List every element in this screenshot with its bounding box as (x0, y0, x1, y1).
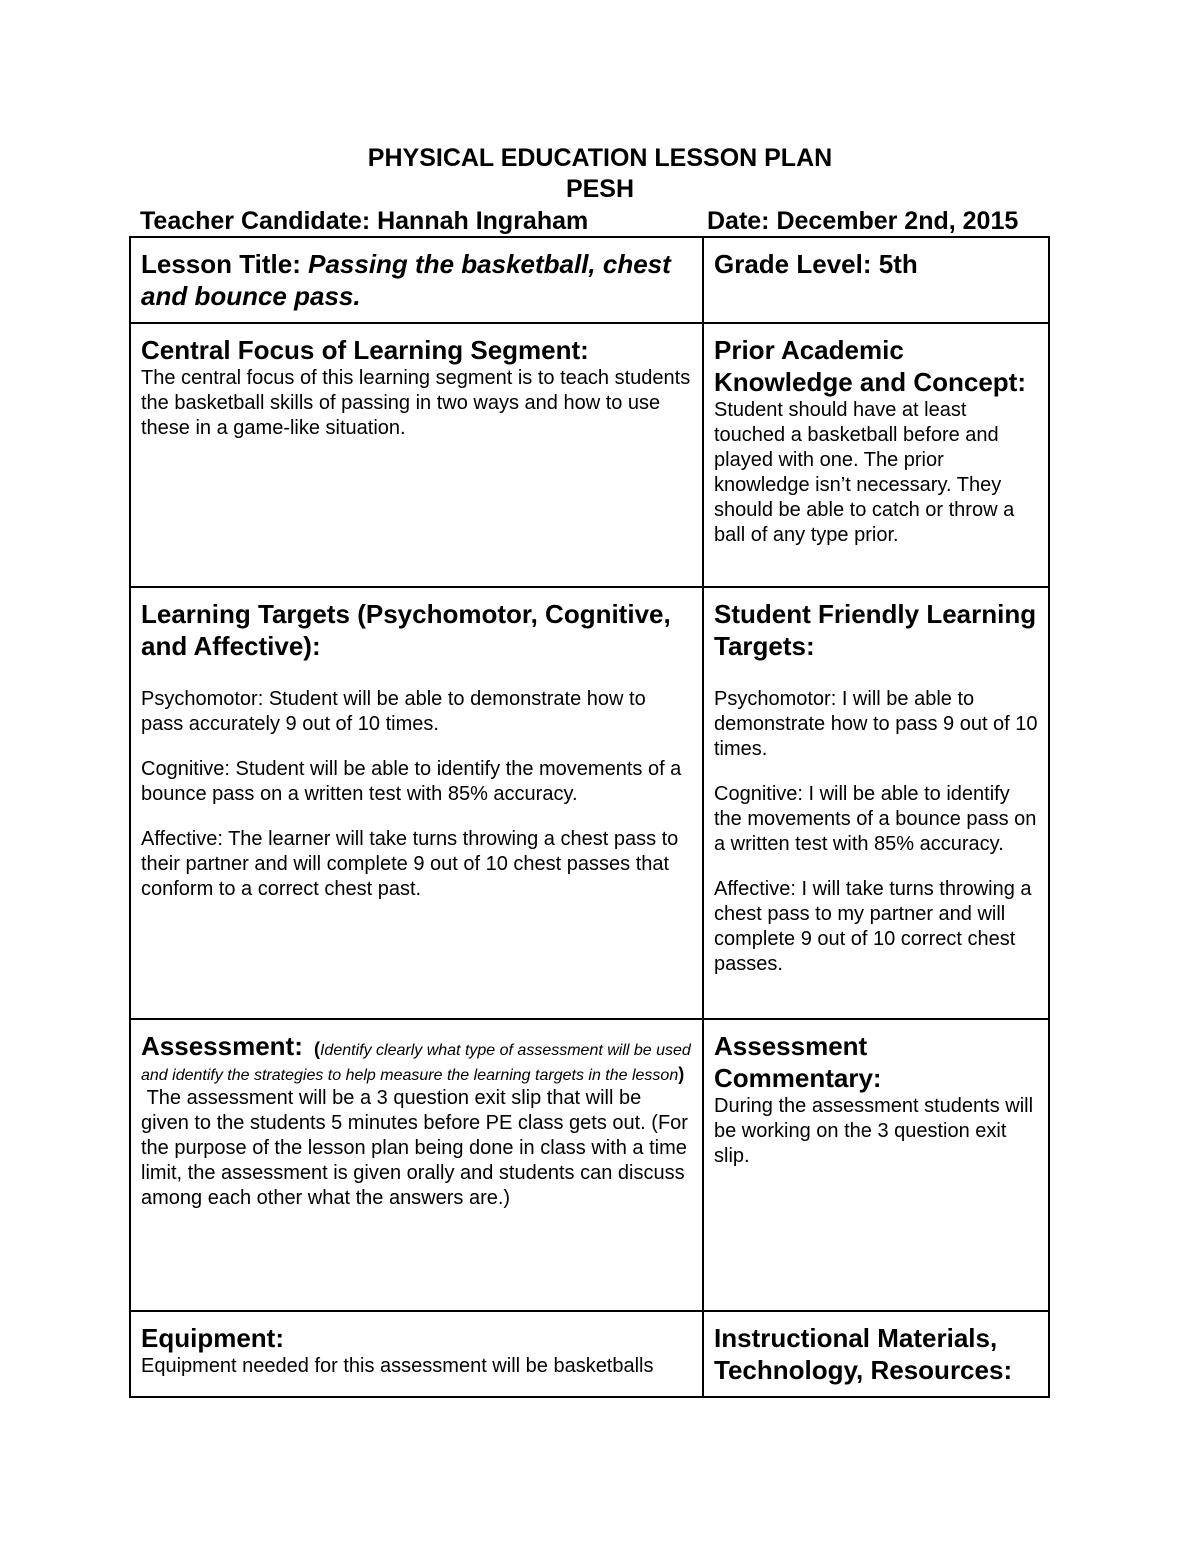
assessment-commentary-text: During the assessment students will be working on the 3 question exit slip. (714, 1095, 1034, 1167)
prior-knowledge-heading: Prior Academic Knowledge and Concept: (714, 335, 1026, 397)
row-lesson-title (130, 237, 1049, 323)
assessment-heading-line (141, 1030, 692, 1086)
lesson-title-label: Lesson Title: (141, 249, 309, 279)
row-equipment (130, 1311, 1049, 1397)
document-subtitle: PESH (565, 175, 635, 203)
learning-target-cognitive: Cognitive: Student will be able to identify the movements of a bounce pass on a written test with 85% accuracy. (141, 758, 682, 805)
row-focus (130, 323, 1049, 587)
student-target-cognitive: Cognitive: I will be able to identify the movements of a bounce pass on a written test with 85% accuracy. (714, 783, 1037, 855)
student-targets-heading: Student Friendly Learning Targets: (714, 599, 1037, 661)
lesson-plan-table (129, 236, 1050, 1398)
materials-heading: Instructional Materials, Technology, Resources: (714, 1323, 1013, 1385)
assessment-heading: Assessment: (141, 1031, 303, 1061)
learning-target-psychomotor: Psychomotor: Student will be able to demonstrate how to pass accurately 9 out of 10 times. (141, 688, 646, 735)
assessment-text: The assessment will be a 3 question exit slip that will be given to the students 5 minutes before PE class gets out. (For the purpose of the lesson plan being done in class with a time limit, the assessment is given orally and students can discuss among each other what the answers are.) (141, 1087, 694, 1209)
prior-knowledge-cell (703, 323, 1049, 587)
materials-cell (703, 1311, 1049, 1397)
central-focus-heading: Central Focus of Learning Segment: (141, 335, 589, 365)
learning-target-affective: Affective: The learner will take turns throwing a chest pass to their partner and will complete 9 out of 10 chest passes that conform to a correct chest past. (141, 828, 679, 900)
lesson-title-cell (130, 237, 703, 323)
document-title: PHYSICAL EDUCATION LESSON PLAN (367, 144, 833, 172)
learning-targets-cell (130, 587, 703, 1019)
assessment-note-open: ( (313, 1039, 320, 1059)
equipment-text: Equipment needed for this assessment will be basketballs (141, 1355, 654, 1377)
lesson-date: Date: December 2nd, 2015 (707, 207, 1019, 235)
assessment-commentary-heading: Assessment Commentary: (714, 1031, 882, 1093)
equipment-cell (130, 1311, 703, 1397)
learning-targets-heading: Learning Targets (Psychomotor, Cognitive, and Affective): (141, 599, 671, 661)
lesson-title-value: Passing the basketball, chest and bounce pass. (141, 249, 671, 311)
student-target-affective: Affective: I will take turns throwing a chest pass to my partner and will complete 9 out of 10 correct chest passes. (714, 878, 1032, 975)
grade-level: Grade Level: 5th (714, 249, 918, 279)
assessment-note: Identify clearly what type of assessment will be used and identify the strategies to help measure the learning targets in the lesson (141, 1042, 691, 1084)
row-targets (130, 587, 1049, 1019)
assessment-cell (130, 1019, 703, 1311)
central-focus-text: The central focus of this learning segment is to teach students the basketball skills of passing in two ways and how to use these in a game-like situation. (141, 367, 691, 439)
row-assessment (130, 1019, 1049, 1311)
central-focus-cell (130, 323, 703, 587)
lesson-title (141, 248, 692, 312)
assessment-commentary-cell (703, 1019, 1049, 1311)
prior-knowledge-text: Student should have at least touched a basketball before and played with one. The prior knowledge isn’t necessary. They should be able to catch or throw a ball of any type prior. (714, 399, 1015, 546)
student-target-psychomotor: Psychomotor: I will be able to demonstrate how to pass 9 out of 10 times. (714, 688, 1038, 760)
grade-level-cell (703, 237, 1049, 323)
student-targets-cell (703, 587, 1049, 1019)
equipment-heading: Equipment: (141, 1323, 284, 1353)
teacher-candidate: Teacher Candidate: Hannah Ingraham (140, 207, 589, 235)
assessment-note-close: ) (678, 1064, 685, 1084)
